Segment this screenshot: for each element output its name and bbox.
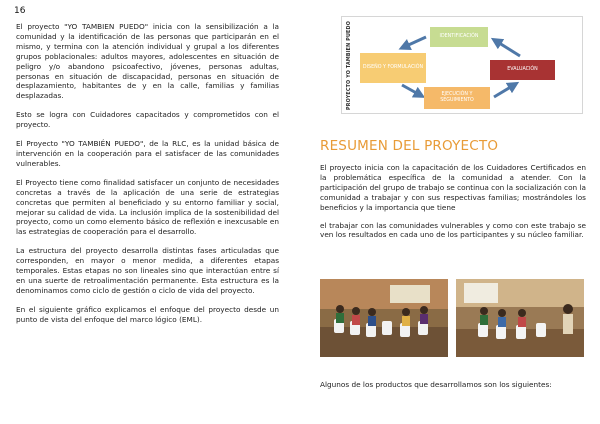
diagram-vertical-label: PROYECTO YO TAMBIEN PUEDO: [346, 20, 352, 110]
summary-paragraph-1: El proyecto inicia con la capacitación de los Cuidadores Certificados en la problemática específica de la comunidad a atender. Con la participación del grupo de trabajo se continua con la socialización con la comunidad a trabajar y con sus respectivas familias; mostrándoles los beneficios y la importancia que tiene: [320, 163, 586, 212]
intro-paragraph: El proyecto "YO TAMBIEN PUEDO" inicia con la sensibilización a la comunidad y la identificación de las personas que participarán en el mismo, y termina con la atención individual y grupal a los diferentes grupos poblacionales: adultos mayores, adolescentes en situación de peligro y/o abandono psicoafectivo, jóvenes, personas adultas, personas en situación de discapacidad, personas en situación de desplazamiento, habitantes de y en la calle, familias y familias desplazadas.: [16, 22, 279, 101]
purpose-paragraph: El Proyecto tiene como finalidad satisfacer un conjunto de necesidades concretas a través de la aplicación de una serie de estrategias concretas que permiten al beneficiado y su entorno familiar y social, mejorar su calidad de vida. La inclusión implica de la sostenibilidad del proyecto, como un como elemento básico de reflexión e inexcusable en las estrategias de cooperación para el desarrollo.: [16, 177, 279, 237]
structure-paragraph: La estructura del proyecto desarrolla distintas fases articuladas que corresponden, en mayor o menor medida, a diferentes etapas temporales. Estas etapas no son lineales sino que interactúan entre sí en una suerte de retroalimentación permanente. Esta estructura es la denominamos como ciclo de gestión o ciclo de vida del proyecto.: [16, 246, 279, 295]
right-column: [320, 163, 586, 248]
caregivers-paragraph: Esto se logra con Cuidadores capacitados y comprometidos con el proyecto.: [16, 110, 279, 130]
stage-identificacion: IDENTIFICACIÓN: [430, 27, 488, 47]
stage-evaluacion: EVALUACIÓN: [490, 60, 555, 80]
section-title: RESUMEN DEL PROYECTO: [320, 138, 499, 154]
workshop-photo-1: [320, 279, 448, 357]
page-number: 16: [14, 6, 26, 16]
arrow-evaluacion-to-ident: [496, 41, 520, 56]
products-line: Algunos de los productos que desarrollamos son los siguientes:: [320, 380, 552, 389]
stage-diseno-formulacion: DISEÑO Y FORMULACIÓN: [360, 53, 426, 83]
basic-unit-paragraph: El Proyecto "YO TAMBIÉN PUEDO", de la RLC, es la unidad básica de intervención en la cooperación para el satisfacer de las comunidades vulnerables.: [16, 139, 279, 168]
arrow-ejecucion-to-evaluacion: [494, 85, 514, 97]
arrow-ident-to-diseno: [404, 37, 426, 47]
workshop-photo-2: [456, 279, 584, 357]
summary-paragraph-2: el trabajar con las comunidades vulnerables y como con este trabajo se ven los resultados en cada uno de los participantes y su núcleo familiar.: [320, 220, 586, 240]
stage-ejecucion-seguimiento: EJECUCIÓN Y SEGUIMIENTO: [424, 87, 490, 109]
graphic-intro-paragraph: En el siguiente gráfico explicamos el enfoque del proyecto desde un punto de vista del enfoque del marco lógico (EML).: [16, 304, 279, 324]
left-column: [16, 22, 279, 334]
arrow-diseno-to-ejecucion: [402, 85, 420, 95]
project-cycle-diagram: [341, 16, 583, 114]
